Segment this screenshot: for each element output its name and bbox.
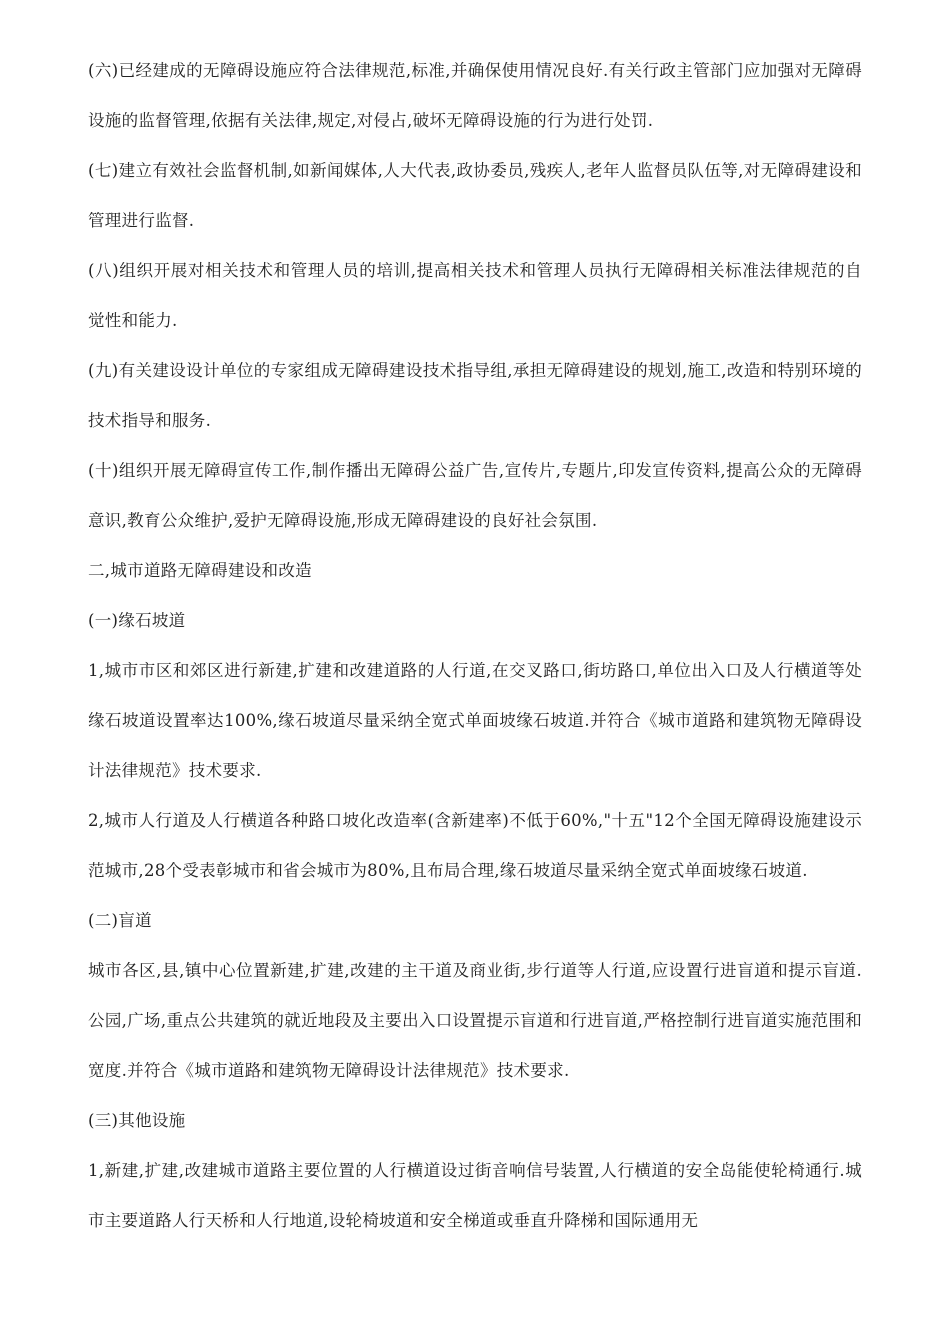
subsection-heading-other-facilities: (三)其他设施 bbox=[88, 1111, 186, 1130]
paragraph-tactile-paving: 城市各区,县,镇中心位置新建,扩建,改建的主干道及商业街,步行道等人行道,应设置行进盲道和提示盲道.公园,广场,重点公共建筑的就近地段及主要出入口设置提示盲道和行进盲道,严格控制行进盲道实施范围和宽度.并符合《城市道路和建筑物无障碍设计法律规范》技术要求. bbox=[88, 961, 862, 1080]
paragraph-item-7-social-oversight: (七)建立有效社会监督机制,如新闻媒体,人大代表,政协委员,残疾人,老年人监督员队伍等,对无障碍建设和管理进行监督. bbox=[88, 161, 862, 230]
subsection-heading-curb-ramps: (一)缘石坡道 bbox=[88, 611, 186, 630]
paragraph-curb-ramps-2: 2,城市人行道及人行横道各种路口坡化改造率(含新建率)不低于60%,"十五"12个全国无障碍设施建设示范城市,28个受表彰城市和省会城市为80%,且布局合理,缘石坡道尽量采纳全宽式单面坡缘石坡道. bbox=[88, 811, 862, 880]
paragraph-curb-ramps-1: 1,城市市区和郊区进行新建,扩建和改建道路的人行道,在交叉路口,街坊路口,单位出入口及人行横道等处缘石坡道设置率达100%,缘石坡道尽量采纳全宽式单面坡缘石坡道.并符合《城市道路和建筑物无障碍设计法律规范》技术要求. bbox=[88, 661, 862, 780]
paragraph-item-8-training: (八)组织开展对相关技术和管理人员的培训,提高相关技术和管理人员执行无障碍相关标准法律规范的自觉性和能力. bbox=[88, 261, 862, 330]
paragraph-item-6-supervision: (六)已经建成的无障碍设施应符合法律规范,标准,并确保使用情况良好.有关行政主管部门应加强对无障碍设施的监督管理,依据有关法律,规定,对侵占,破坏无障碍设施的行为进行处罚. bbox=[88, 61, 862, 130]
section-heading-road-construction: 二,城市道路无障碍建设和改造 bbox=[88, 561, 312, 580]
paragraph-item-9-expert-group: (九)有关建设设计单位的专家组成无障碍建设技术指导组,承担无障碍建设的规划,施工,改造和特别环境的技术指导和服务. bbox=[88, 361, 862, 430]
subsection-heading-tactile-paving: (二)盲道 bbox=[88, 911, 152, 930]
paragraph-item-10-publicity: (十)组织开展无障碍宣传工作,制作播出无障碍公益广告,宣传片,专题片,印发宣传资料,提高公众的无障碍意识,教育公众维护,爱护无障碍设施,形成无障碍建设的良好社会氛围. bbox=[88, 461, 862, 530]
paragraph-other-facilities-1: 1,新建,扩建,改建城市道路主要位置的人行横道设过街音响信号装置,人行横道的安全岛能使轮椅通行.城市主要道路人行天桥和人行地道,设轮椅坡道和安全梯道或垂直升降梯和国际通用无 bbox=[88, 1161, 862, 1230]
